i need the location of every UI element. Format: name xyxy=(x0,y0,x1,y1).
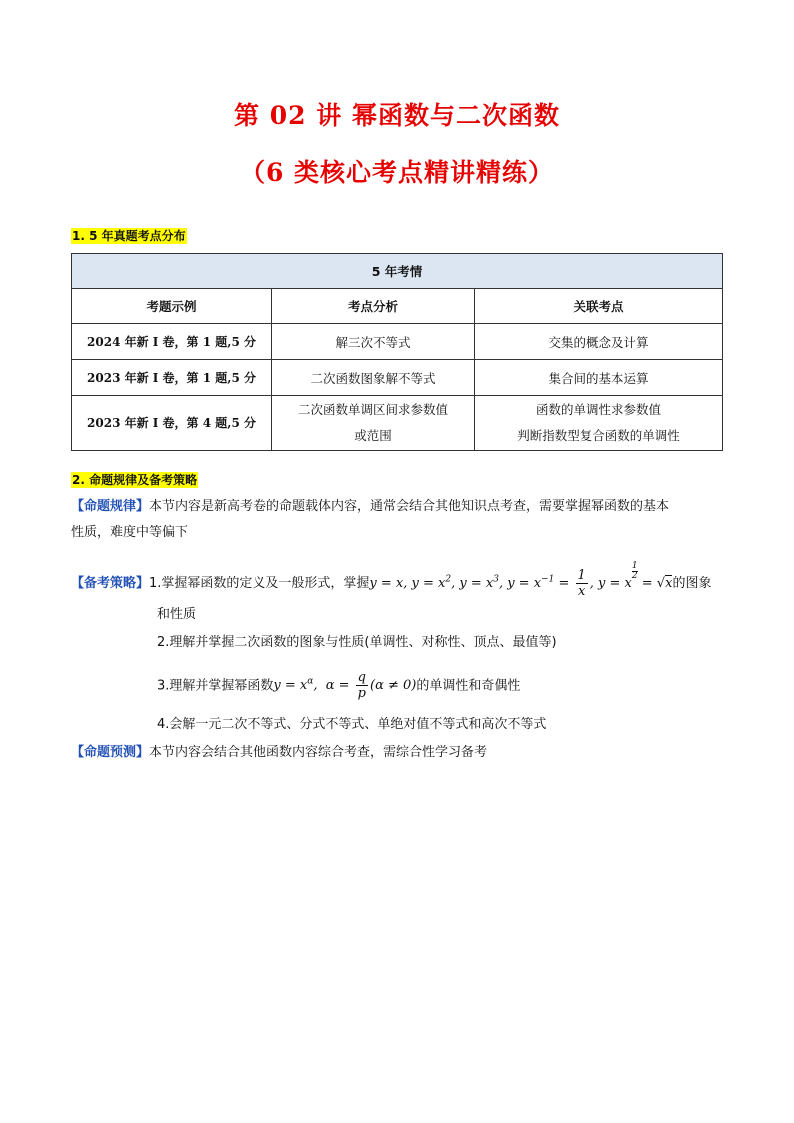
table-row xyxy=(72,396,723,451)
power-function-alpha-formula: $y = x^\alpha$, α = $\frac{q}{p}$ (α ≠ 0) xyxy=(273,670,417,702)
section1-heading: 1. 5 年真题考点分布 xyxy=(72,229,186,243)
page-subtitle: （6 类核心考点精讲精练） xyxy=(239,158,555,187)
strategy-text-1c: 和性质 xyxy=(157,607,197,622)
cell-example: 2024 年新 I 卷，第 1 题,5 分 xyxy=(72,324,272,360)
cell-related-line: 函数的单调性求参数值 xyxy=(535,402,661,417)
strategy-text-3b: 的单调性和奇偶性 xyxy=(416,678,521,694)
cell-analysis-line: 或范围 xyxy=(354,428,392,443)
page-title: 第 02 讲 幂函数与二次函数 xyxy=(234,101,560,130)
rule-tag: 【命题规律】 xyxy=(71,499,150,514)
cell-analysis xyxy=(272,396,475,451)
column-header-related: 关联考点 xyxy=(475,289,723,324)
strategy-tag: 【备考策略】 xyxy=(71,576,150,591)
power-function-formulas: y = x, $y = x^2$, $y = x^3$, $y = x^{-1}$ = $\frac{1}{x}$ , y = x $\frac{1}{2}$ = √x xyxy=(369,561,673,599)
cell-related-line: 判断指数型复合函数的单调性 xyxy=(517,428,680,443)
strategy-item-3 xyxy=(157,664,520,704)
cell-related: 集合间的基本运算 xyxy=(475,360,723,396)
cell-related xyxy=(475,396,723,451)
cell-related: 交集的概念及计算 xyxy=(475,324,723,360)
cell-analysis-line: 二次函数单调区间求参数值 xyxy=(297,402,448,417)
rule-text: 本节内容是新高考卷的命题载体内容，通常会结合其他知识点考查，需要掌握幂函数的基本 xyxy=(149,499,670,514)
rule-text-cont: 性质，难度中等偏下 xyxy=(71,525,189,540)
strategy-text-1b: 的图象 xyxy=(672,576,712,591)
cell-example: 2023 年新 I 卷，第 4 题,5 分 xyxy=(72,396,272,451)
forecast-text: 本节内容会结合其他函数内容综合考查，需综合性学习备考 xyxy=(149,745,488,760)
strategy-item-2: 2.理解并掌握二次函数的图象与性质(单调性、对称性、顶点、最值等) xyxy=(157,635,557,650)
table-caption: 5 年考情 xyxy=(72,254,723,289)
forecast-paragraph xyxy=(71,740,726,766)
strategy-paragraph-1 xyxy=(71,562,726,599)
column-header-example: 考题示例 xyxy=(72,289,272,324)
exam-distribution-table xyxy=(71,253,723,451)
column-header-analysis: 考点分析 xyxy=(272,289,475,324)
rule-paragraph xyxy=(71,494,726,546)
strategy-text-3a: 3.理解并掌握幂函数 xyxy=(157,678,274,694)
cell-analysis: 解三次不等式 xyxy=(272,324,475,360)
cell-example: 2023 年新 I 卷，第 1 题,5 分 xyxy=(72,360,272,396)
cell-analysis: 二次函数图象解不等式 xyxy=(272,360,475,396)
strategy-text-1: 1.掌握幂函数的定义及一般形式，掌握 xyxy=(149,576,370,591)
forecast-tag: 【命题预测】 xyxy=(71,745,150,760)
table-row xyxy=(72,360,723,396)
table-row xyxy=(72,324,723,360)
strategy-item-4: 4.会解一元二次不等式、分式不等式、单绝对值不等式和高次不等式 xyxy=(157,717,547,732)
section2-heading: 2. 命题规律及备考策略 xyxy=(72,473,198,487)
